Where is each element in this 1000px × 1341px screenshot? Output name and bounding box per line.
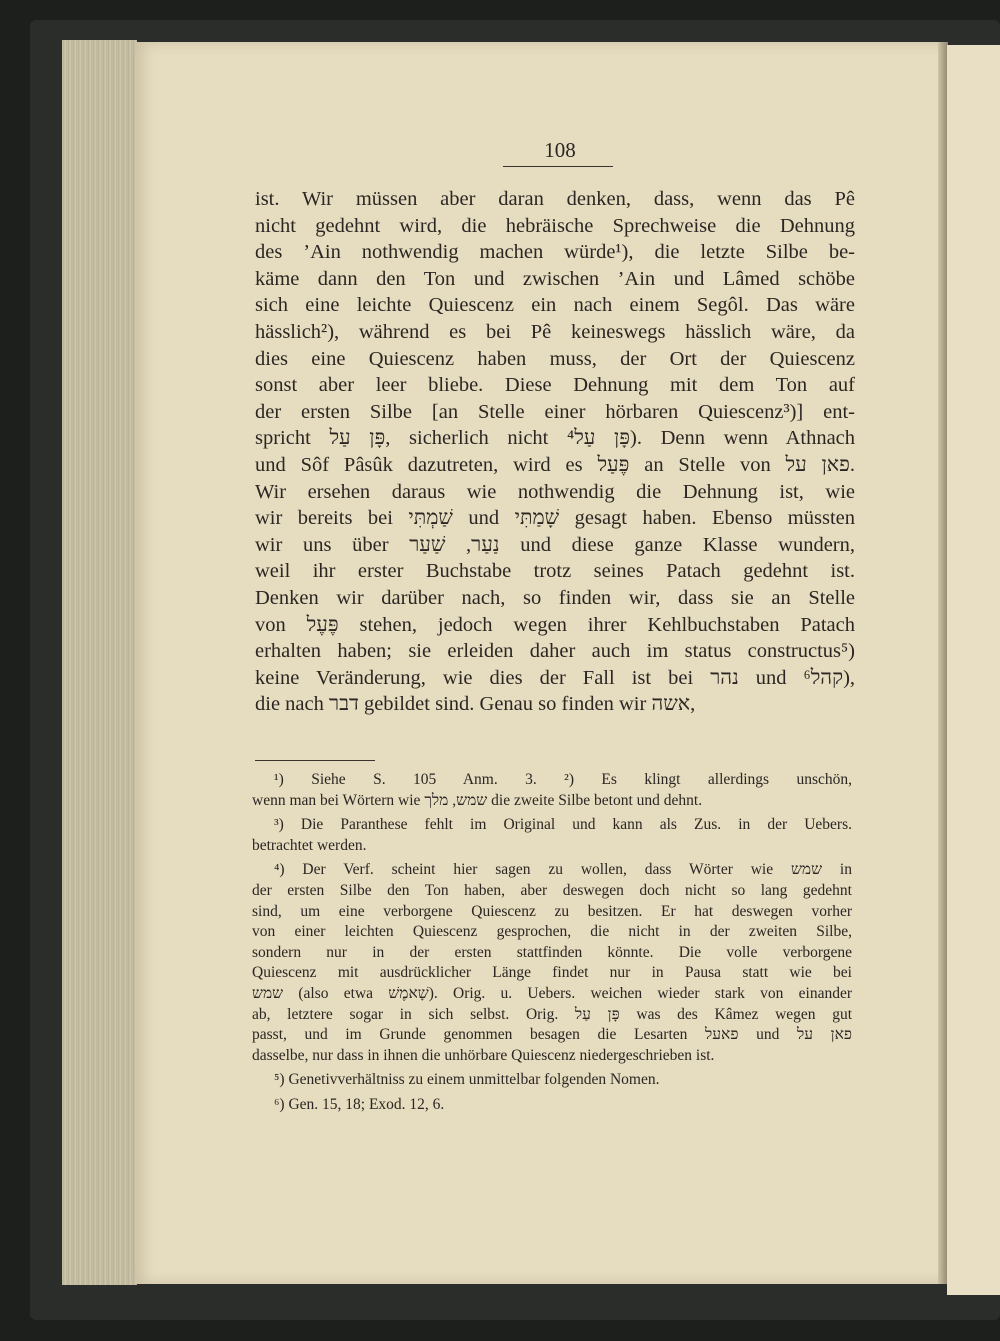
body-line: ist. Wir müssen aber daran denken, dass, wenn das Pê: [255, 188, 855, 210]
footnote-line: שמש (also etwa שָׁאמֶשׁ). Orig. u. Uebers. weichen wieder stark von einander: [252, 984, 852, 1002]
body-line: die nach דבר gebildet sind. Genau so finden wir אשה,: [255, 693, 696, 716]
page-number: 108: [544, 138, 576, 162]
body-line: hässlich²), während es bei Pê keineswegs hässlich wäre, da: [255, 320, 855, 343]
body-line: von פֶּעֶל stehen, jedoch wegen ihrer Kehlbuchstaben Patach: [255, 613, 856, 636]
body-line: Wir ersehen daraus wie nothwendig die Dehnung ist, wie: [255, 480, 855, 503]
facing-page-edge: [947, 45, 1000, 1295]
footnote-line: passt, und im Grunde genommen besagen die Lesarten פאעל und פאן על: [252, 1026, 853, 1044]
body-line: käme dann den Ton und zwischen ’Ain und Lâmed schöbe: [255, 267, 855, 290]
body-line: sich eine leichte Quiescenz ein nach einem Segôl. Das wäre: [255, 294, 855, 317]
body-line: sonst aber leer bliebe. Diese Dehnung mit dem Ton auf: [255, 374, 855, 397]
body-line: keine Veränderung, wie dies der Fall ist bei נהר und קהל⁶),: [255, 666, 856, 689]
body-line: spricht פָּן עַל, sicherlich nicht פָּן עַל⁴). Denn wenn Athnach: [255, 427, 856, 450]
footnote-line: ³) Die Paranthese fehlt im Original und kann als Zus. in der Uebers.: [274, 816, 852, 834]
footnote-line: von einer leichten Quiescenz gesprochen, die nicht in der zweiten Silbe,: [252, 923, 852, 941]
footnote-line: ⁵) Genetivverhältniss zu einem unmittelbar folgenden Nomen.: [274, 1071, 660, 1089]
footnote-line: sind, um eine verborgene Quiescenz zu besitzen. Er hat deswegen vorher: [252, 902, 852, 920]
page-edges: [62, 40, 137, 1285]
footnote-rule: [255, 760, 375, 761]
body-line: des ’Ain nothwendig machen würde¹), die letzte Silbe be-: [255, 241, 855, 264]
page-number-rule: [503, 166, 613, 167]
footnote-line: Quiescenz mit ausdrücklicher Länge findet nur in Pausa statt wie bei: [252, 964, 852, 982]
footnotes: [252, 770, 852, 1116]
footnote-line: ab, letztere sogar in sich selbst. Orig. פָּן עַל was des Kâmez wegen gut: [252, 1005, 853, 1023]
body-line: wir uns über נַעַר, שַׁעַר und diese ganze Klasse wundern,: [255, 533, 855, 556]
footnote-line: wenn man bei Wörtern wie שמש, מלך die zweite Silbe betont und dehnt.: [252, 791, 703, 809]
footnote-line: dasselbe, nur dass in ihnen die unhörbare Quiescenz niedergeschrieben ist.: [252, 1046, 715, 1064]
body-line: weil ihr erster Buchstabe trotz seines Patach gedehnt ist.: [255, 560, 855, 583]
footnote-line: betrachtet werden.: [252, 836, 367, 854]
footnote-line: der ersten Silbe den Ton haben, aber deswegen doch nicht so lang gedehnt: [252, 881, 852, 899]
body-line: und Sôf Pâsûk dazutreten, wird es פֶּעַל an Stelle von פאן על.: [255, 453, 855, 476]
footnote-line: ¹) Siehe S. 105 Anm. 3. ²) Es klingt allerdings unschön,: [274, 771, 852, 788]
footnote-line: ⁶) Gen. 15, 18; Exod. 12, 6.: [274, 1095, 445, 1113]
body-line: erhalten haben; sie erleiden daher auch im status constructus⁵): [255, 640, 855, 663]
body-line: dies eine Quiescenz haben muss, der Ort der Quiescenz: [255, 347, 855, 370]
body-line: nicht gedehnt wird, die hebräische Sprechweise die Dehnung: [255, 214, 855, 237]
body-line: Denken wir darüber nach, so finden wir, dass sie an Stelle: [255, 586, 855, 609]
footnote-line: ⁴) Der Verf. scheint hier sagen zu wollen, dass Wörter wie שמש in: [274, 861, 852, 879]
footnote-line: sondern nur in der ersten stattfinden könnte. Die volle verborgene: [252, 943, 852, 961]
body-text: [255, 186, 855, 718]
body-line: der ersten Silbe [an Stelle einer hörbaren Quiescenz³)] ent-: [255, 400, 855, 423]
body-line: wir bereits bei שַׁמְתִּי und שָׁמַתִּי gesagt haben. Ebenso müssten: [255, 507, 856, 530]
